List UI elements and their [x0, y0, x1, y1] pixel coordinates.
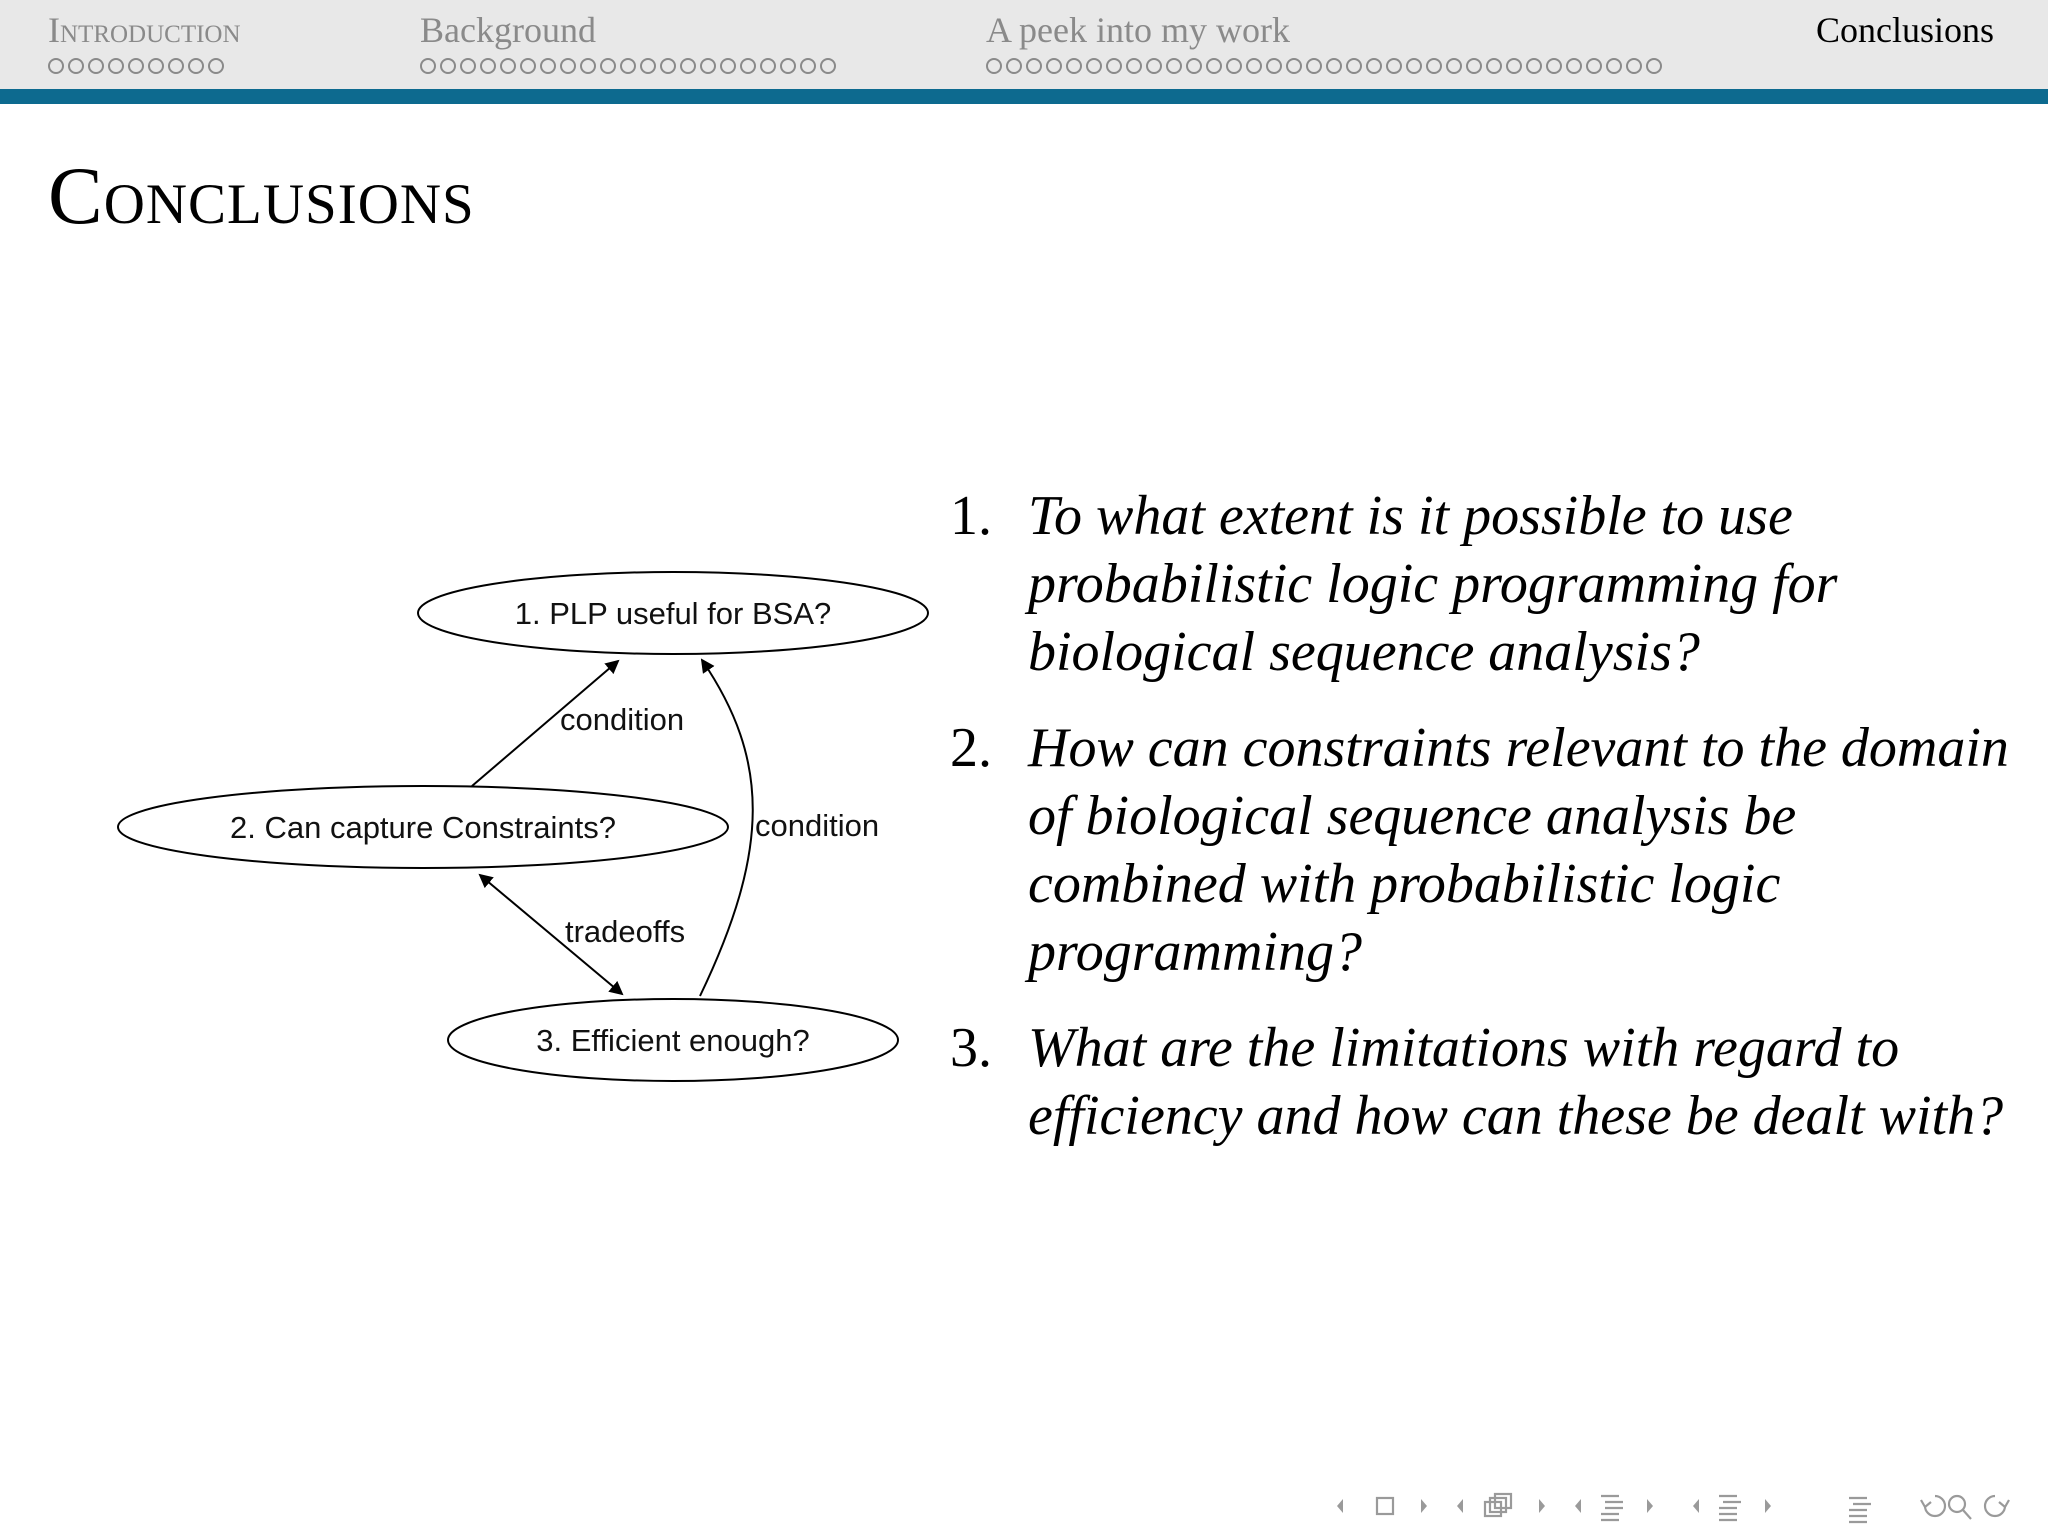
prev-section-icon[interactable]	[1693, 1499, 1699, 1513]
slide-dot[interactable]	[68, 58, 84, 74]
slide-dot[interactable]	[820, 58, 836, 74]
slide-icon[interactable]	[1377, 1498, 1393, 1514]
slide-dot[interactable]	[1326, 58, 1342, 74]
slide-dot[interactable]	[1306, 58, 1322, 74]
slide-dot[interactable]	[1026, 58, 1042, 74]
slide-dot[interactable]	[460, 58, 476, 74]
next-frame-icon[interactable]	[1539, 1499, 1545, 1513]
header-accent-rule	[0, 89, 2048, 104]
next-subsection-icon[interactable]	[1647, 1499, 1653, 1513]
slide-dot[interactable]	[440, 58, 456, 74]
slide-dot[interactable]	[1426, 58, 1442, 74]
search-icon[interactable]	[1949, 1496, 1971, 1519]
slide-dot[interactable]	[600, 58, 616, 74]
nav-section-title[interactable]: Conclusions	[1816, 10, 1995, 50]
slide-dot[interactable]	[48, 58, 64, 74]
slide-dot[interactable]	[1286, 58, 1302, 74]
slide-dot[interactable]	[1126, 58, 1142, 74]
prev-frame-icon[interactable]	[1457, 1499, 1463, 1513]
slide-dot[interactable]	[640, 58, 656, 74]
slide-dot[interactable]	[520, 58, 536, 74]
slide-dots	[986, 58, 1662, 78]
slide-dot[interactable]	[1086, 58, 1102, 74]
toc-icon[interactable]	[1849, 1498, 1871, 1522]
slide-dot[interactable]	[128, 58, 144, 74]
slide-dot[interactable]	[580, 58, 596, 74]
slide-dot[interactable]	[1546, 58, 1562, 74]
slide-dots	[420, 58, 836, 78]
slide-dot[interactable]	[1146, 58, 1162, 74]
diagram-edge-label: condition	[755, 808, 880, 843]
slide-dot[interactable]	[680, 58, 696, 74]
list-item	[950, 1014, 2010, 1150]
slide-dot[interactable]	[1386, 58, 1402, 74]
prev-subsection-icon[interactable]	[1575, 1499, 1581, 1513]
slide-dot[interactable]	[986, 58, 1002, 74]
slide-dot[interactable]	[88, 58, 104, 74]
list-item-number: 2.	[950, 717, 992, 779]
slide-dot[interactable]	[620, 58, 636, 74]
prev-slide-icon[interactable]	[1337, 1499, 1343, 1513]
slide-dot[interactable]	[188, 58, 204, 74]
forward-icon[interactable]	[1985, 1496, 2009, 1516]
beamer-navigation-controls	[1335, 1488, 2035, 1524]
slide-dot[interactable]	[1246, 58, 1262, 74]
nav-section-conclusions[interactable]	[1816, 8, 1994, 52]
subsection-icon[interactable]	[1601, 1496, 1623, 1520]
slide-dot[interactable]	[1206, 58, 1222, 74]
diagram-edge-label: condition	[560, 702, 685, 737]
slide-dot[interactable]	[660, 58, 676, 74]
list-item-text: What are the limitations with regard to efficiency and how can these be dealt with?	[1028, 1017, 2004, 1147]
navigation-header	[0, 0, 2048, 89]
slide-dot[interactable]	[1266, 58, 1282, 74]
slide-dot[interactable]	[1226, 58, 1242, 74]
slide-dot[interactable]	[1506, 58, 1522, 74]
slide-dot[interactable]	[1646, 58, 1662, 74]
slide-dot[interactable]	[1586, 58, 1602, 74]
slide-dot[interactable]	[1106, 58, 1122, 74]
nav-section-background[interactable]	[420, 8, 836, 78]
list-item	[950, 714, 2010, 986]
slide-dot[interactable]	[700, 58, 716, 74]
slide-dot[interactable]	[208, 58, 224, 74]
nav-section-title[interactable]: Introduction	[48, 10, 241, 50]
slide-dot[interactable]	[480, 58, 496, 74]
nav-section-introduction[interactable]	[48, 8, 241, 78]
slide-dot[interactable]	[1066, 58, 1082, 74]
page-title: Conclusions	[48, 150, 475, 241]
slide-dot[interactable]	[800, 58, 816, 74]
slide-dot[interactable]	[1526, 58, 1542, 74]
nav-section-title[interactable]: A peek into my work	[986, 10, 1290, 50]
slide-dot[interactable]	[740, 58, 756, 74]
slide-dot[interactable]	[1186, 58, 1202, 74]
slide-dot[interactable]	[560, 58, 576, 74]
slide-dot[interactable]	[1606, 58, 1622, 74]
slide-dot[interactable]	[540, 58, 556, 74]
slide-dot[interactable]	[168, 58, 184, 74]
slide-dot[interactable]	[1166, 58, 1182, 74]
slide-dot[interactable]	[760, 58, 776, 74]
diagram-edge-label: tradeoffs	[565, 914, 686, 949]
slide-dot[interactable]	[108, 58, 124, 74]
slide-dot[interactable]	[1006, 58, 1022, 74]
slide-dot[interactable]	[148, 58, 164, 74]
slide-dot[interactable]	[1406, 58, 1422, 74]
slide-dot[interactable]	[780, 58, 796, 74]
nav-section-peek-into-my-work[interactable]	[986, 8, 1662, 78]
slide-dot[interactable]	[1466, 58, 1482, 74]
slide-dot[interactable]	[1346, 58, 1362, 74]
research-questions-diagram	[110, 560, 940, 1100]
section-icon[interactable]	[1719, 1496, 1741, 1520]
diagram-node-label: 3. Efficient enough?	[536, 1023, 810, 1058]
nav-section-title[interactable]: Background	[420, 10, 596, 50]
slide-dot[interactable]	[500, 58, 516, 74]
next-section-icon[interactable]	[1765, 1499, 1771, 1513]
research-questions-list	[950, 482, 2010, 1178]
slide-dot[interactable]	[1486, 58, 1502, 74]
list-item-number: 3.	[950, 1017, 992, 1079]
list-item-number: 1.	[950, 485, 992, 547]
list-item-text: To what extent is it possible to use probabilistic logic programming for biological sequence analysis?	[1028, 485, 1838, 683]
diagram-edge-condition	[700, 660, 753, 996]
diagram-node-label: 2. Can capture Constraints?	[230, 810, 616, 845]
slide-dots	[48, 58, 241, 78]
slide-dot[interactable]	[1046, 58, 1062, 74]
back-icon[interactable]	[1921, 1496, 1945, 1516]
slide-dot[interactable]	[1366, 58, 1382, 74]
slide-dot[interactable]	[1446, 58, 1462, 74]
list-item-text: How can constraints relevant to the domain of biological sequence analysis be combined with probabilistic logic programming?	[1028, 717, 2009, 983]
diagram-node-label: 1. PLP useful for BSA?	[514, 596, 832, 631]
slide-dot[interactable]	[1566, 58, 1582, 74]
slide-dot[interactable]	[720, 58, 736, 74]
frame-icon[interactable]	[1485, 1494, 1511, 1516]
slide-dot[interactable]	[420, 58, 436, 74]
next-slide-icon[interactable]	[1421, 1499, 1427, 1513]
slide-dot[interactable]	[1626, 58, 1642, 74]
list-item	[950, 482, 2010, 686]
